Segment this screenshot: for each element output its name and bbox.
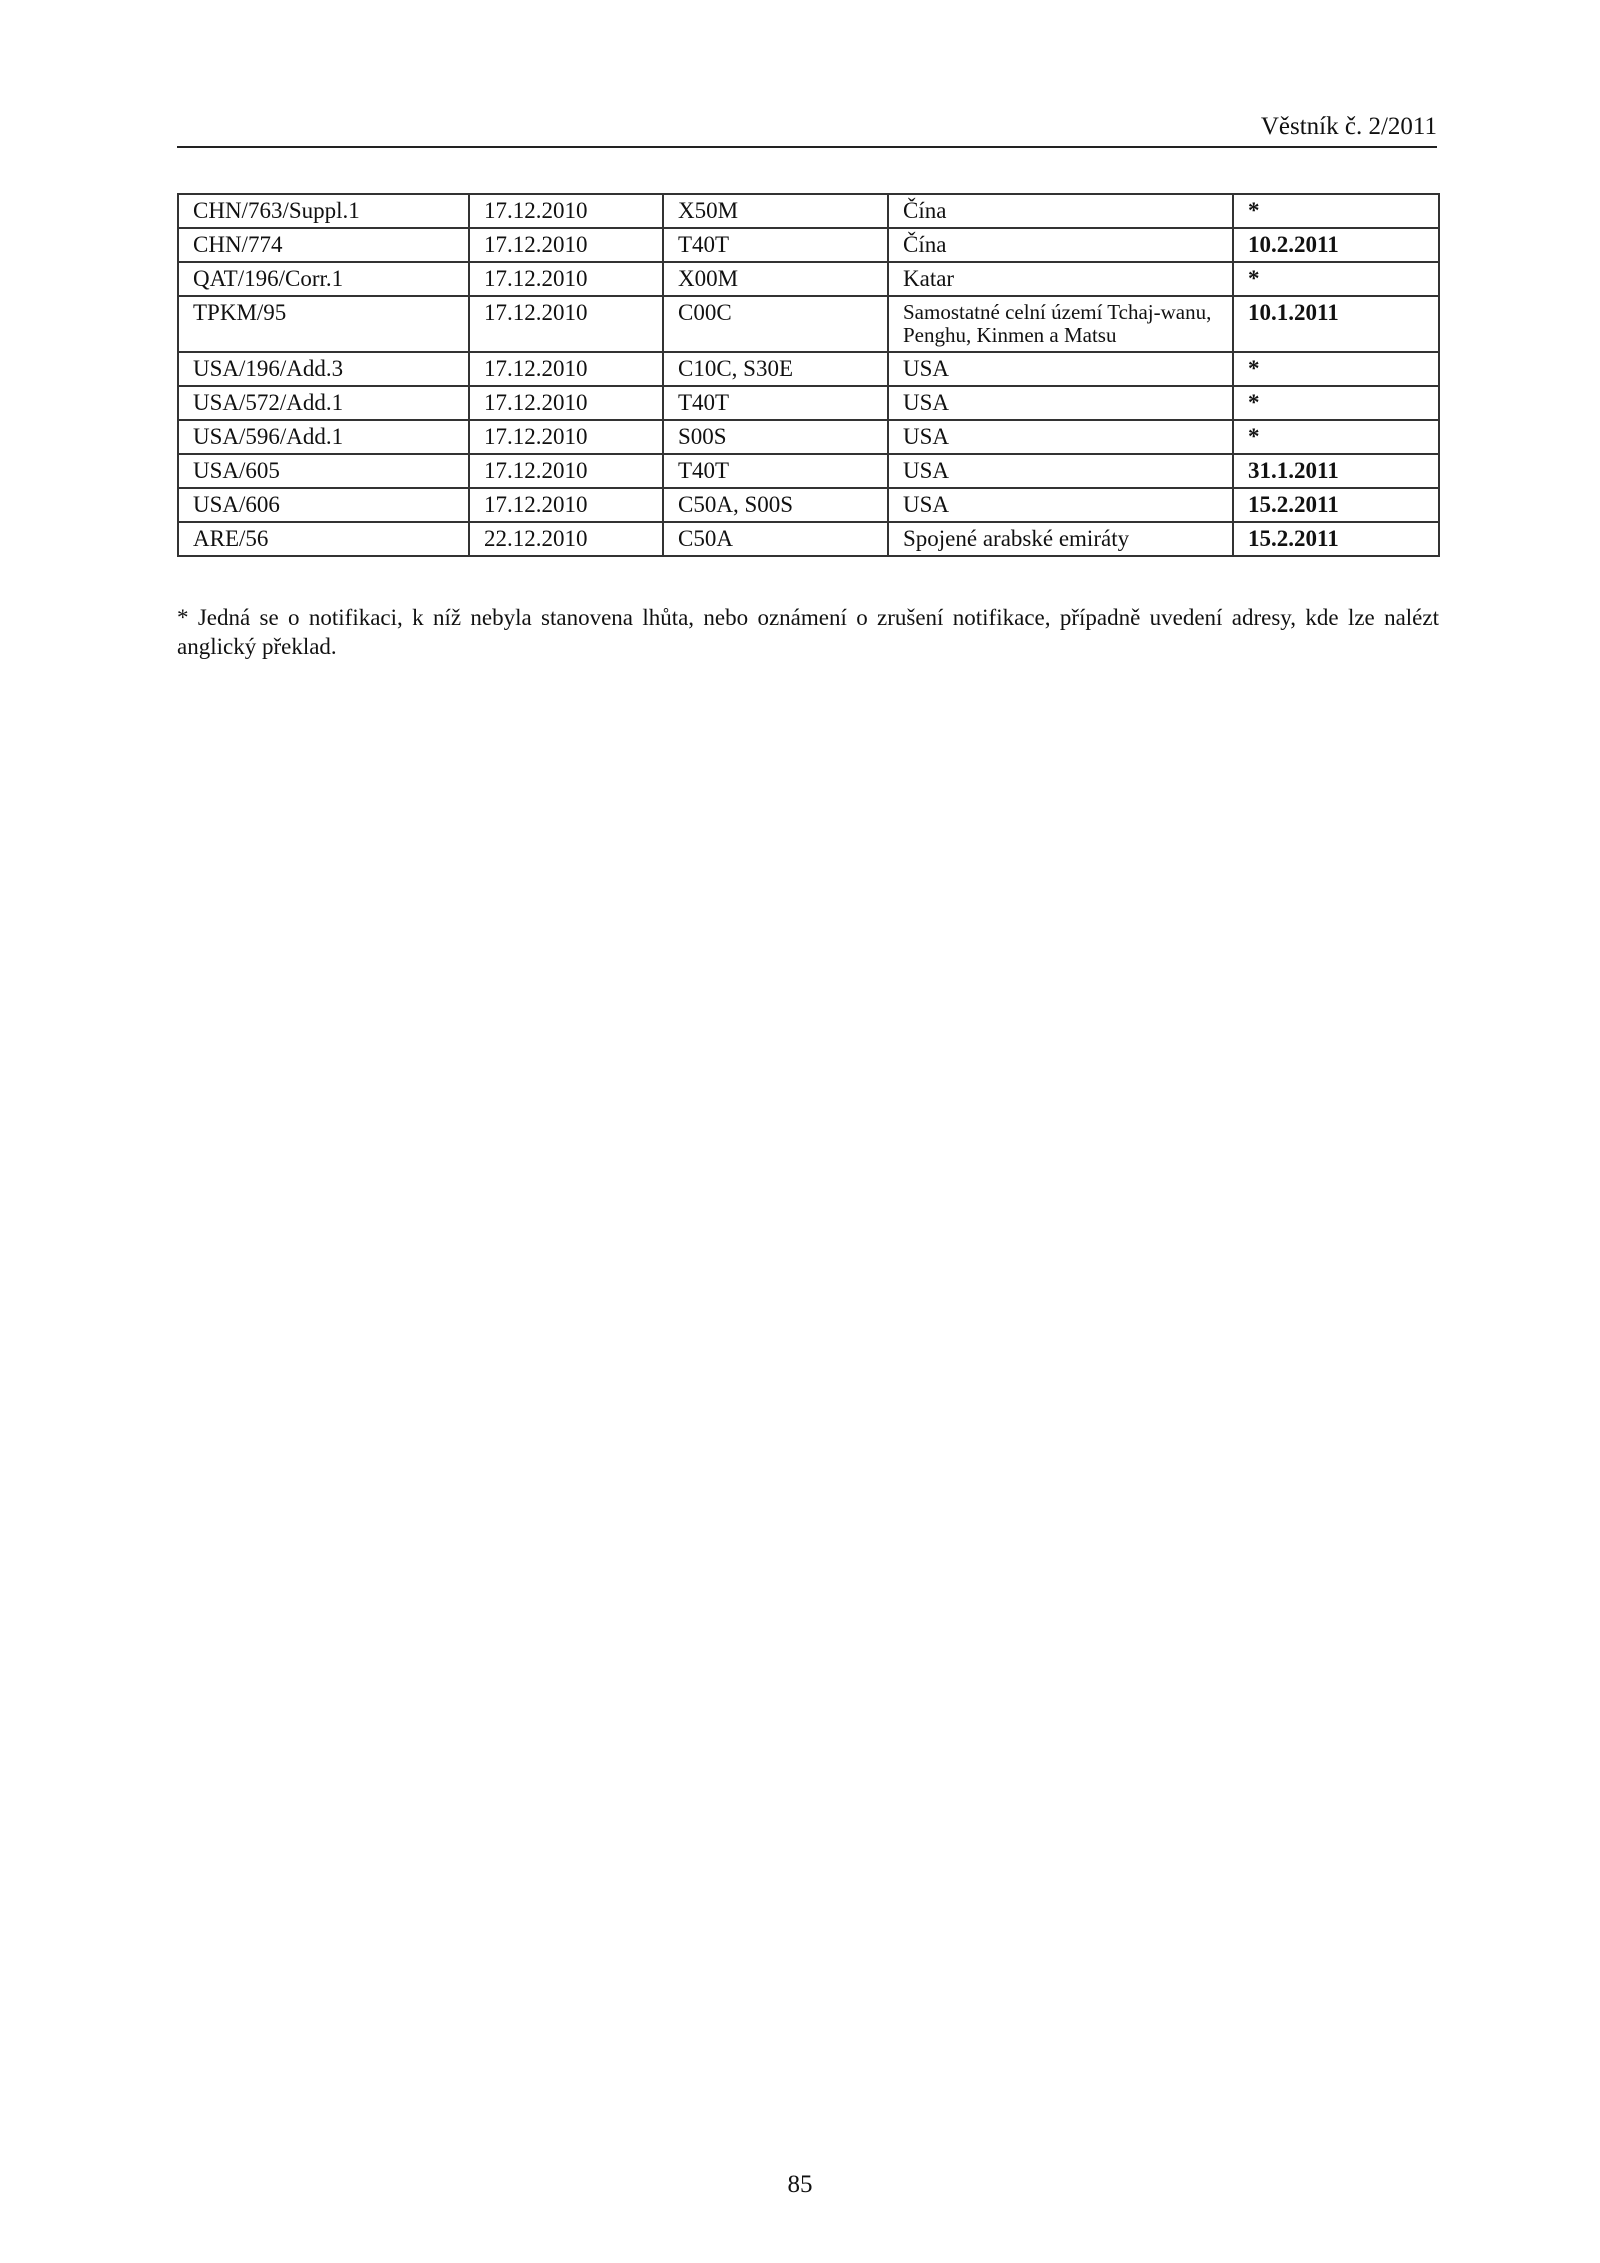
notification-date-cell: 17.12.2010 <box>469 228 663 262</box>
deadline-cell: * <box>1233 420 1439 454</box>
country-cell: USA <box>888 352 1233 386</box>
product-code-cell: T40T <box>663 386 888 420</box>
country-cell: USA <box>888 420 1233 454</box>
notification-date-cell: 17.12.2010 <box>469 296 663 352</box>
table-row <box>178 488 1439 522</box>
table-row <box>178 296 1439 352</box>
product-code-cell: X00M <box>663 262 888 296</box>
table-row <box>178 352 1439 386</box>
country-cell: Spojené arabské emiráty <box>888 522 1233 556</box>
product-code-cell: C50A <box>663 522 888 556</box>
product-code-cell: S00S <box>663 420 888 454</box>
country-cell: USA <box>888 454 1233 488</box>
notification-date-cell: 22.12.2010 <box>469 522 663 556</box>
product-code-cell: C10C, S30E <box>663 352 888 386</box>
country-cell: USA <box>888 386 1233 420</box>
journal-issue-title: Věstník č. 2/2011 <box>1260 113 1437 140</box>
notification-symbol-cell: USA/606 <box>178 488 469 522</box>
country-cell: Katar <box>888 262 1233 296</box>
table-row <box>178 228 1439 262</box>
deadline-cell: * <box>1233 352 1439 386</box>
deadline-cell: * <box>1233 262 1439 296</box>
notification-symbol-cell: CHN/763/Suppl.1 <box>178 194 469 228</box>
notification-date-cell: 17.12.2010 <box>469 352 663 386</box>
deadline-cell: 31.1.2011 <box>1233 454 1439 488</box>
notification-symbol-cell: USA/572/Add.1 <box>178 386 469 420</box>
deadline-cell: 10.1.2011 <box>1233 296 1439 352</box>
page-number-label: 85 <box>787 2171 813 2198</box>
deadline-cell: * <box>1233 194 1439 228</box>
notification-symbol-cell: QAT/196/Corr.1 <box>178 262 469 296</box>
notification-symbol-cell: USA/196/Add.3 <box>178 352 469 386</box>
notification-date-cell: 17.12.2010 <box>469 386 663 420</box>
country-cell: Čína <box>888 228 1233 262</box>
country-cell: USA <box>888 488 1233 522</box>
deadline-cell: 15.2.2011 <box>1233 522 1439 556</box>
notification-symbol-cell: CHN/774 <box>178 228 469 262</box>
notification-date-cell: 17.12.2010 <box>469 488 663 522</box>
notification-date-cell: 17.12.2010 <box>469 454 663 488</box>
table-row <box>178 262 1439 296</box>
product-code-cell: C00C <box>663 296 888 352</box>
product-code-cell: T40T <box>663 228 888 262</box>
notification-date-cell: 17.12.2010 <box>469 194 663 228</box>
deadline-cell: 15.2.2011 <box>1233 488 1439 522</box>
country-cell: Samostatné celní území Tchaj-wanu, Penghu, Kinmen a Matsu <box>888 296 1233 352</box>
product-code-cell: C50A, S00S <box>663 488 888 522</box>
table-row <box>178 522 1439 556</box>
page-header <box>177 112 1437 148</box>
notification-symbol-cell: TPKM/95 <box>178 296 469 352</box>
notification-symbol-cell: USA/596/Add.1 <box>178 420 469 454</box>
table-row <box>178 386 1439 420</box>
footnote <box>177 603 1439 661</box>
country-cell: Čína <box>888 194 1233 228</box>
notification-symbol-cell: ARE/56 <box>178 522 469 556</box>
table-row <box>178 194 1439 228</box>
notification-date-cell: 17.12.2010 <box>469 262 663 296</box>
footnote-text: * Jedná se o notifikaci, k níž nebyla stanovena lhůta, nebo oznámení o zrušení notifikace, případně uvedení adresy, kde lze nalézt anglický překlad. <box>177 605 1439 659</box>
deadline-cell: * <box>1233 386 1439 420</box>
table-row <box>178 420 1439 454</box>
notification-table <box>177 193 1440 557</box>
product-code-cell: X50M <box>663 194 888 228</box>
notification-date-cell: 17.12.2010 <box>469 420 663 454</box>
table-row <box>178 454 1439 488</box>
page-number <box>0 2170 1600 2200</box>
product-code-cell: T40T <box>663 454 888 488</box>
notification-symbol-cell: USA/605 <box>178 454 469 488</box>
deadline-cell: 10.2.2011 <box>1233 228 1439 262</box>
